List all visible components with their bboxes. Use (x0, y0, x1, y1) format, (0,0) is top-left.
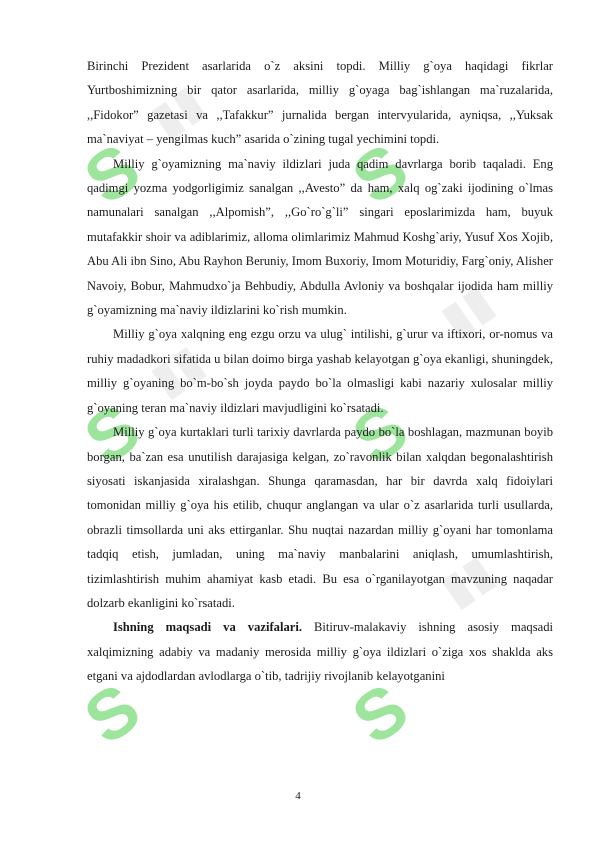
paragraph: Milliy g`oyamizning ma`naviy ildizlari juda qadim davrlarga borib taqaladi. Eng qadimgi yozma yodgorligimiz sanalgan ,,Avesto” da ham, xalq og`zaki ijodining o`lmas namunalari sanalgan ,,Alpomish”, ,,Go`ro`g`li” singari eposlarimizda ham, buyuk mutafakkir shoir va adiblarimiz, alloma olimlarimiz Mahmud Koshg`ariy, Yusuf Xos Xojib, Abu Ali ibn Sino, Abu Rayhon Beruniy, Imom Buxoriy, Imom Moturidiy, Farg`oniy, Alisher Navoiy, Bobur, Mahmudxo`ja Behbudiy, Abdulla Avloniy va boshqalar ijodida ham milliy g`oyamizning ma`naviy ildizlarini ko`rish mumkin. (87, 156, 553, 318)
paragraph: Milliy g`oya kurtaklari turli tarixiy davrlarda paydo bo`la boshlagan, mazmunan boyib borgan, ba`zan esa unutilish darajasiga kelgan, zo`ravonlik bilan xalqdan begonalashtirish siyosati iskanjasida xiralashgan. Shunga qaramasdan, har bir davrda xalq fidoiylari tomonidan milliy g`oya his etilib, chuqur anglangan va ular o`z asarlarida turli usullarda, obrazli timsollarda uni aks ettirganlar. Shu nuqtai nazardan milliy g`oyani har tomonlama tadqiq etish, jumladan, uning ma`naviy manbalarini aniqlash, umumlashtirish, tizimlashtirish muhim ahamiyat kasb etadi. Bu esa o`rganilayotgan mavzuning naqadar dolzarb ekanligini ko`rsatadi. (87, 425, 553, 610)
document-body (87, 54, 553, 689)
watermark-shadow: ▮▮ (430, 274, 503, 347)
watermark-letter: S (338, 128, 422, 219)
watermark-shadow: ▮▮ (140, 74, 213, 147)
section-text: Bitiruv-malakaviy ishning asosiy maqsadi xalqimizning adabiy va madaniy merosida milliy g`oya ildizlari o`ziga xos shaklda aks etgani va ajdodlardan avlodlarga o`tib, tadrijiy rivojlanib kelayotganini (87, 620, 553, 684)
section-heading: Ishning maqsadi va vazifalari. (113, 620, 302, 635)
watermark-letter: S (338, 668, 422, 759)
section-paragraph (87, 615, 553, 688)
watermark-letter: S (70, 388, 154, 479)
watermark-letter: S (70, 128, 154, 219)
page-number: 4 (295, 790, 301, 802)
watermark-shadow: ▮▮ (140, 334, 213, 407)
watermark-letter: S (70, 668, 154, 759)
paragraph: Birinchi Prezident asarlarida o`z aksini topdi. Milliy g`oya haqidagi fikrlar Yurtboshimizning bir qator asarlarida, milliy g`oyaga bag`ishlangan ma`ruzalarida, ,,Fidokor” gazetasi va ,,Tafakkur” jurnalida bergan intervyularida, ayniqsa, ,,Yuksak ma`naviyat – yengilmas kuch” asarida o`zining tugal yechimini topdi. (87, 59, 553, 147)
watermark-shadow: ▮▮ (430, 544, 503, 617)
paragraph: Milliy g`oya xalqning eng ezgu orzu va ulug` intilishi, g`urur va iftixori, or-nomus va ruhiy madadkori sifatida u bilan doimo birga yashab kelayotgan g`oya ekanligi, shuningdek, milliy g`oyaning bo`m-bo`sh joyda paydo bo`la olmasligi kabi nazariy xulosalar milliy g`oyaning teran ma`naviy ildizlari mavjudligini ko`rsatadi. (87, 327, 553, 415)
watermark-letter: S (338, 388, 422, 479)
